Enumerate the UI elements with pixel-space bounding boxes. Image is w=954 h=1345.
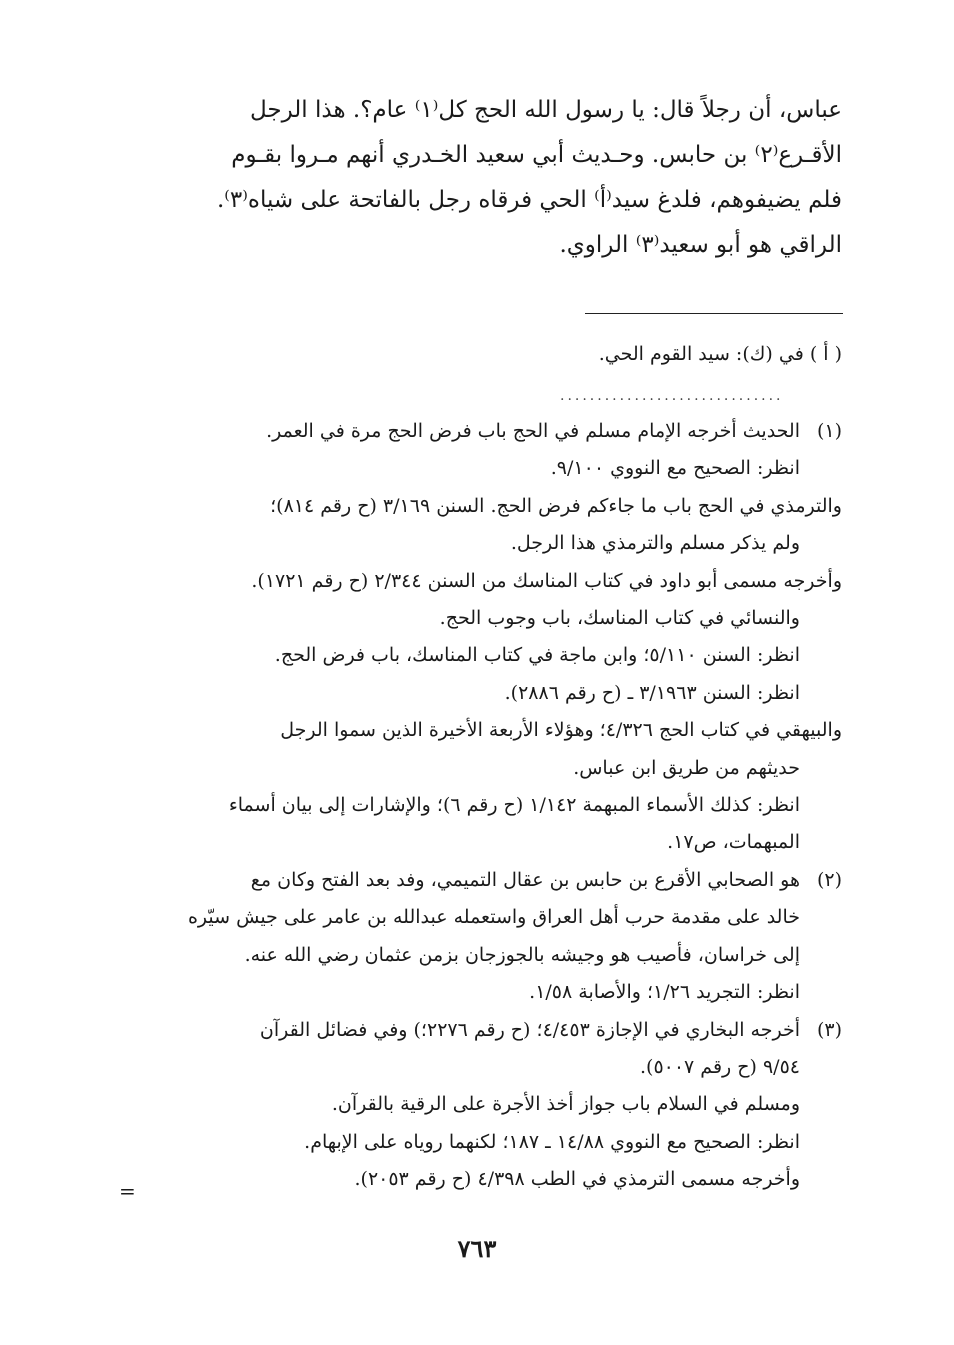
- footnotes: [142, 413, 842, 1199]
- footnote-line: ومسلم في السلام باب جواز أخذ الأجرة على الرقية بالقرآن.: [331, 1093, 800, 1116]
- dotted-separator: ..............................: [560, 388, 784, 404]
- footnote-line: والترمذي في الحج باب ما جاءكم فرض الحج. السنن ٣/١٦٩ (ح رقم ٨١٤)؛: [270, 494, 842, 517]
- footnote-line: انظر: كذلك الأسماء المبهمة ١/١٤٢ (ح رقم ٦)؛ والإشارات إلى بيان أسماء: [228, 794, 800, 817]
- footnote-line: هو الصحابي الأقرع بن حابس بن عقال التميمي، وفد بعد الفتح وكان مع: [250, 868, 800, 891]
- footnote-number: (٣): [816, 1018, 842, 1041]
- footnote-line: انظر: التجريد ١/٢٦؛ والأصابة ١/٥٨.: [529, 981, 800, 1004]
- footnote-3: [142, 1012, 842, 1199]
- continuation-mark: =: [119, 1179, 136, 1203]
- footnote-2: [142, 862, 842, 1012]
- footnote-number: (٢): [816, 868, 842, 891]
- main-line-3: فلم يضيفوهم، فلدغ سيد⁽أ⁾ الحي فرقاه رجل بالفاتحة على شياه⁽٣⁾.: [216, 187, 842, 213]
- footnote-separator: [585, 313, 843, 314]
- main-line-2: الأقـرع⁽٢⁾ بن حابس. وحـديث أبي سعيد الخـدري أنهم مـروا بقـوم: [231, 142, 842, 168]
- footnote-line: المبهمات، ص١٧.: [667, 831, 800, 854]
- footnote-line: خالد على مقدمة حرب أهل العراق واستعمله عبدالله بن عامر على جيش سيّره: [187, 906, 800, 929]
- footnote-line: الحديث أخرجه الإمام مسلم في الحج باب فرض الحج مرة في العمر.: [266, 420, 800, 442]
- main-line-1: عباس، أن رجلاً قال: يا رسول الله الحج كل⁽١⁾ عام؟. هذا الرجل: [249, 97, 842, 123]
- footnote-line: انظر: السنن ٥/١١٠؛ وابن ماجة في كتاب المناسك، باب فرض الحج.: [274, 644, 800, 667]
- footnote-line: انظر: السنن ٣/١٩٦٣ ـ (ح رقم ٢٨٨٦).: [504, 681, 800, 704]
- main-text: [142, 88, 842, 268]
- footnote-line: انظر: الصحيح مع النووي ١٤/٨٨ ـ ١٨٧؛ لكنهما روياه على الإبهام.: [304, 1130, 800, 1153]
- footnote-line: ٩/٥٤ (ح رقم ٥٠٠٧).: [639, 1055, 800, 1078]
- footnote-line: حديثهم من طريق ابن عباس.: [573, 756, 800, 779]
- footnote-line: وأخرجه مسمى الترمذي في الطب ٤/٣٩٨ (ح رقم ٢٠٥٣).: [354, 1168, 800, 1191]
- footnote-line: إلى خراسان، فأصيب هو وجيشه بالجوزجان بزمن عثمان رضي الله عنه.: [244, 943, 800, 966]
- variant-note: ( أ ) في (ك): سيد القوم الحي.: [598, 343, 842, 365]
- footnote-line: ولم يذكر مسلم والترمذي هذا الرجل.: [510, 532, 800, 555]
- footnote-line: أخرجه البخاري في الإجازة ٤/٤٥٣؛ (ح رقم ٢٢٧٦؛) وفي فضائل القرآن: [259, 1018, 800, 1041]
- footnote-line: والنسائي في كتاب المناسك، باب وجوب الحج.: [439, 607, 800, 630]
- page-number: ٧٦٣: [457, 1234, 497, 1263]
- footnote-line: وأخرجه مسمى أبو داود في كتاب المناسك من السنن ٢/٣٤٤ (ح رقم ١٧٢١).: [251, 569, 842, 592]
- main-line-4: الراقي هو أبو سعيد⁽٣⁾ الراوي.: [559, 232, 842, 258]
- footnote-number: (١): [816, 420, 842, 442]
- footnote-line: والبيهقي في كتاب الحج ٤/٣٢٦؛ وهؤلاء الأربعة الأخيرة الذين سموا الرجل: [280, 719, 842, 742]
- footnote-1: [142, 413, 842, 862]
- footnote-line: انظر: الصحيح مع النووي ٩/١٠٠.: [550, 457, 800, 480]
